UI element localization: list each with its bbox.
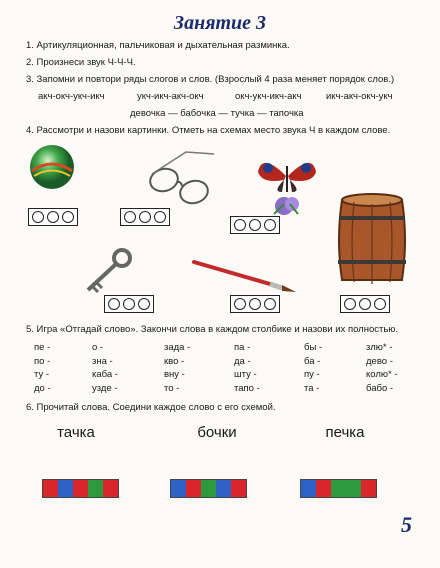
scheme-cell-blue — [58, 480, 73, 497]
column-5 — [304, 342, 322, 396]
column-cell: па - — [234, 342, 251, 353]
barrel-picture — [334, 192, 410, 288]
column-cell: зада - — [164, 342, 191, 353]
sound-scheme-butterfly[interactable] — [230, 216, 280, 234]
word-scheme-3[interactable] — [300, 479, 377, 498]
ball-picture — [28, 143, 76, 191]
task-2: 2. Произнеси звук Ч-Ч-Ч. — [26, 57, 136, 68]
column-cell: до - — [34, 382, 51, 394]
page-title: Занятие 3 — [173, 12, 267, 34]
sound-scheme-glasses[interactable] — [120, 208, 170, 226]
column-cell: бы - — [304, 342, 323, 353]
column-2 — [92, 342, 118, 396]
scheme-cell-red — [231, 480, 246, 497]
column-cell: колю* - — [366, 369, 398, 380]
column-cell: дево - — [366, 355, 393, 367]
syllable-row-2: укч-икч-акч-окч — [137, 91, 204, 102]
word-scheme-2[interactable] — [170, 479, 247, 498]
column-6 — [366, 342, 398, 396]
column-cell: та - — [304, 382, 320, 394]
column-cell: тапо - — [234, 382, 260, 394]
column-cell: узде - — [92, 382, 118, 394]
scheme-cell-red — [43, 480, 58, 497]
column-cell: бабо - — [366, 382, 394, 394]
scheme-cell-red — [103, 480, 118, 497]
task-4: 4. Рассмотри и назови картинки. Отметь на схемах место звука Ч в каждом слове. — [26, 125, 391, 136]
word-bochki: бочки — [197, 424, 237, 441]
word-tachka: тачка — [57, 424, 95, 441]
scheme-cell-blue — [171, 480, 186, 497]
column-cell: злю* - — [366, 342, 393, 353]
column-1 — [34, 342, 51, 396]
scheme-cell-blue — [216, 480, 231, 497]
glasses-picture — [146, 150, 218, 208]
column-cell: шту - — [234, 369, 257, 380]
syllable-row-4: икч-акч-окч-укч — [326, 91, 393, 102]
column-cell: кво - — [164, 355, 185, 367]
column-cell: пе - — [34, 342, 51, 353]
scheme-cell-green — [201, 480, 216, 497]
column-cell: о - — [92, 342, 104, 353]
scheme-cell-red — [361, 480, 376, 497]
column-cell: пу - — [304, 369, 320, 380]
word-pechka: печка — [325, 424, 365, 441]
column-cell: да - — [234, 355, 251, 367]
word-scheme-1[interactable] — [42, 479, 119, 498]
page-number: 5 — [401, 512, 412, 537]
column-cell: ту - — [34, 369, 50, 380]
syllable-row-3: окч-укч-икч-акч — [235, 91, 302, 102]
scheme-cell-green — [88, 480, 103, 497]
word-row: девочка — бабочка — тучка — тапочка — [130, 108, 304, 119]
scheme-cell-green — [346, 480, 361, 497]
scheme-cell-red — [186, 480, 201, 497]
column-4 — [234, 342, 260, 396]
column-cell: каба - — [92, 369, 118, 380]
column-cell: вну - — [164, 369, 185, 380]
column-cell: зна - — [92, 355, 113, 367]
task-1: 1. Артикуляционная, пальчиковая и дыхательная разминка. — [26, 40, 290, 51]
task-6: 6. Прочитай слова. Соедини каждое слово с его схемой. — [26, 402, 276, 413]
scheme-cell-red — [73, 480, 88, 497]
scheme-cell-blue — [301, 480, 316, 497]
sound-scheme-barrel[interactable] — [340, 295, 390, 313]
column-3 — [164, 342, 190, 396]
scheme-cell-red — [316, 480, 331, 497]
task-3: 3. Запомни и повтори ряды слогов и слов. (Взрослый 4 раза меняет порядок слов.) — [26, 74, 395, 85]
column-cell: по - — [34, 355, 51, 367]
sound-scheme-key[interactable] — [104, 295, 154, 313]
task-5: 5. Игра «Отгадай слово». Закончи слова в каждом столбике и назови их полностью. — [26, 324, 399, 335]
column-cell: то - — [164, 382, 180, 394]
brush-picture — [190, 258, 300, 298]
butterfly-picture — [254, 146, 320, 216]
sound-scheme-ball[interactable] — [28, 208, 78, 226]
sound-scheme-brush[interactable] — [230, 295, 280, 313]
key-picture — [82, 246, 136, 296]
scheme-cell-green — [331, 480, 346, 497]
column-cell: ба - — [304, 355, 321, 367]
syllable-row-1: акч-окч-укч-икч — [38, 91, 105, 102]
